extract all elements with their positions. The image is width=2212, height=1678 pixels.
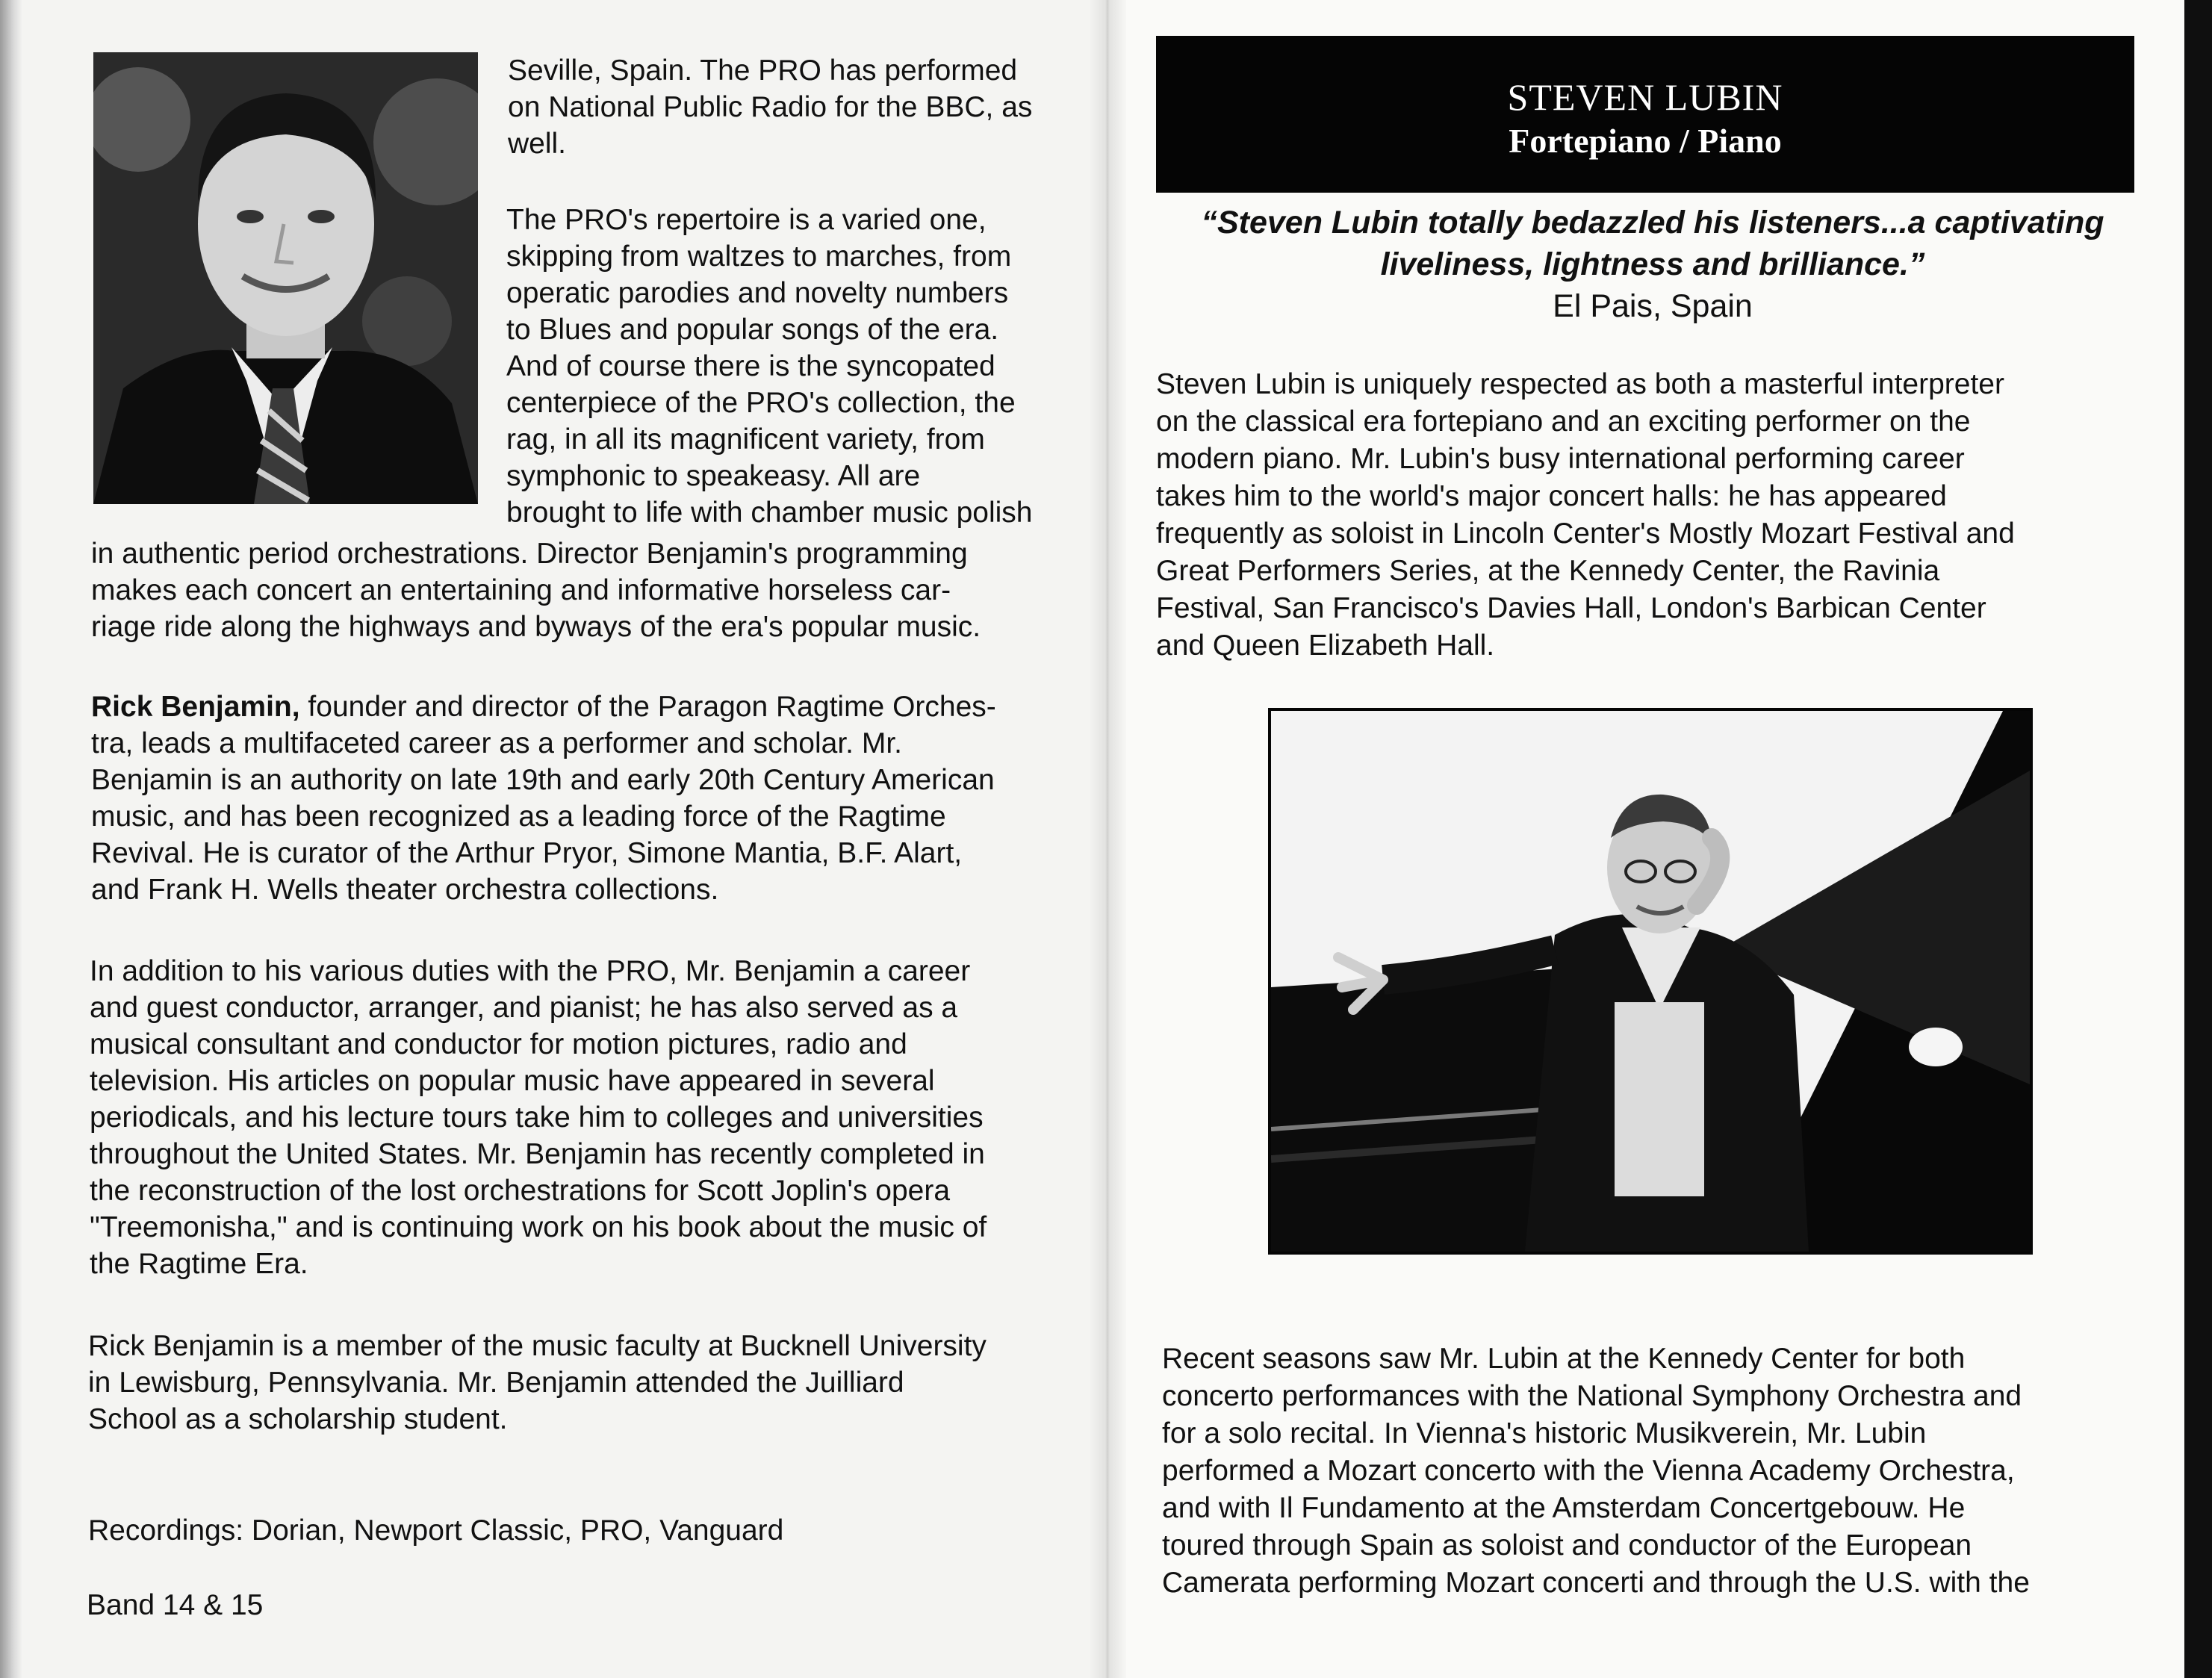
text-line: and Frank H. Wells theater orchestra collections.: [91, 874, 719, 906]
rick-benjamin-portrait: [93, 52, 478, 504]
quote-source: El Pais, Spain: [1553, 288, 1753, 324]
text-line: music, and has been recognized as a leading force of the Ragtime: [91, 801, 946, 833]
artist-instrument: Fortepiano / Piano: [1509, 122, 1782, 160]
quote-line: liveliness, lightness and brilliance.”: [1380, 246, 1925, 282]
text-line: And of course there is the syncopated: [506, 350, 995, 382]
text-line: The PRO's repertoire is a varied one,: [506, 204, 987, 236]
text-line: well.: [508, 128, 567, 160]
text-line: to Blues and popular songs of the era.: [506, 314, 999, 346]
book-gutter: [1089, 0, 1126, 1678]
text-line: frequently as soloist in Lincoln Center's Mostly Mozart Festival and: [1156, 518, 2015, 550]
text-line: rag, in all its magnificent variety, from: [506, 423, 985, 456]
steven-lubin-photo: [1268, 708, 2033, 1255]
text-line: "Treemonisha," and is continuing work on his book about the music of: [90, 1211, 987, 1243]
text-line: Camerata performing Mozart concerti and through the U.S. with the: [1162, 1567, 2030, 1599]
text-line: Rick Benjamin is a member of the music faculty at Bucknell University: [88, 1330, 987, 1362]
text-line: symphonic to speakeasy. All are: [506, 460, 921, 492]
text-line: and guest conductor, arranger, and pianist; he has also served as a: [90, 992, 958, 1024]
text-line: toured through Spain as soloist and conductor of the European: [1162, 1529, 1972, 1562]
bio-name: Rick Benjamin,: [91, 691, 300, 723]
artist-name: STEVEN LUBIN: [1507, 76, 1783, 118]
text-line: on the classical era fortepiano and an exciting performer on the: [1156, 405, 1971, 438]
text-line: Recent seasons saw Mr. Lubin at the Kennedy Center for both: [1162, 1343, 1966, 1375]
faculty-paragraph: [88, 1328, 1089, 1438]
recordings-line: Recordings: Dorian, Newport Classic, PRO, Vanguard: [88, 1514, 784, 1547]
text-line: modern piano. Mr. Lubin's busy international performing career: [1156, 443, 1965, 475]
text-line: makes each concert an entertaining and informative horseless car-: [91, 574, 951, 606]
text-line: operatic parodies and novelty numbers: [506, 277, 1009, 309]
text-line: takes him to the world's major concert halls: he has appeared: [1156, 480, 1947, 512]
text-line: in Lewisburg, Pennsylvania. Mr. Benjamin attended the Juilliard: [88, 1367, 904, 1399]
repertoire-paragraph-wrap: [506, 202, 1089, 531]
text-line: throughout the United States. Mr. Benjamin has recently completed in: [90, 1138, 985, 1170]
text-line: in authentic period orchestrations. Director Benjamin's programming: [91, 538, 968, 570]
text-line: for a solo recital. In Vienna's historic Musikverein, Mr. Lubin: [1162, 1417, 1927, 1449]
text-line: [91, 689, 1092, 725]
text-line: the Ragtime Era.: [90, 1248, 308, 1280]
text-line: Great Performers Series, at the Kennedy Center, the Ravinia: [1156, 555, 1940, 587]
text-line: centerpiece of the PRO's collection, the: [506, 387, 1016, 419]
text-line: Steven Lubin is uniquely respected as both a masterful interpreter: [1156, 368, 2004, 400]
text-line: School as a scholarship student.: [88, 1403, 508, 1435]
rick-benjamin-bio: [91, 689, 1092, 908]
text-line: Revival. He is curator of the Arthur Pryor, Simone Mantia, B.F. Alart,: [91, 837, 963, 869]
text-line: television. His articles on popular music have appeared in several: [90, 1065, 935, 1097]
text-line: the reconstruction of the lost orchestrations for Scott Joplin's opera: [90, 1175, 951, 1207]
left-intro-paragraph: [508, 52, 1075, 162]
press-quote: [1156, 202, 2149, 285]
repertoire-paragraph-full: [91, 535, 1092, 645]
text-line: In addition to his various duties with the PRO, Mr. Benjamin a career: [90, 955, 971, 987]
bio-first-line: founder and director of the Paragon Ragtime Orches-: [299, 691, 996, 723]
text-line: skipping from waltzes to marches, from: [506, 240, 1012, 273]
text-line: riage ride along the highways and byways of the era's popular music.: [91, 611, 981, 643]
text-line: periodicals, and his lecture tours take him to colleges and universities: [90, 1101, 984, 1134]
right-page-edge: [2184, 0, 2212, 1678]
text-line: Festival, San Francisco's Davies Hall, London's Barbican Center: [1156, 592, 1986, 624]
quote-line: “Steven Lubin totally bedazzled his listeners...a captivating: [1201, 205, 2104, 240]
lubin-recent-paragraph: [1162, 1340, 2178, 1602]
text-line: brought to life with chamber music polish: [506, 497, 1033, 529]
text-line: and with Il Fundamento at the Amsterdam Concertgebouw. He: [1162, 1492, 1966, 1524]
text-line: and Queen Elizabeth Hall.: [1156, 630, 1495, 662]
text-line: Benjamin is an authority on late 19th and early 20th Century American: [91, 764, 995, 796]
text-line: Seville, Spain. The PRO has performed: [508, 55, 1018, 87]
text-line: musical consultant and conductor for motion pictures, radio and: [90, 1028, 907, 1060]
text-line: performed a Mozart concerto with the Vienna Academy Orchestra,: [1162, 1455, 2015, 1487]
text-line: tra, leads a multifaceted career as a performer and scholar. Mr.: [91, 727, 903, 759]
text-line: on National Public Radio for the BBC, as: [508, 91, 1033, 123]
duties-paragraph: [90, 953, 1090, 1282]
left-binding-shadow: [0, 0, 22, 1678]
lubin-intro-paragraph: [1156, 366, 2172, 665]
text-line: concerto performances with the National Symphony Orchestra and: [1162, 1380, 2022, 1412]
artist-header: [1156, 36, 2134, 193]
band-label: Band 14 & 15: [87, 1589, 264, 1621]
